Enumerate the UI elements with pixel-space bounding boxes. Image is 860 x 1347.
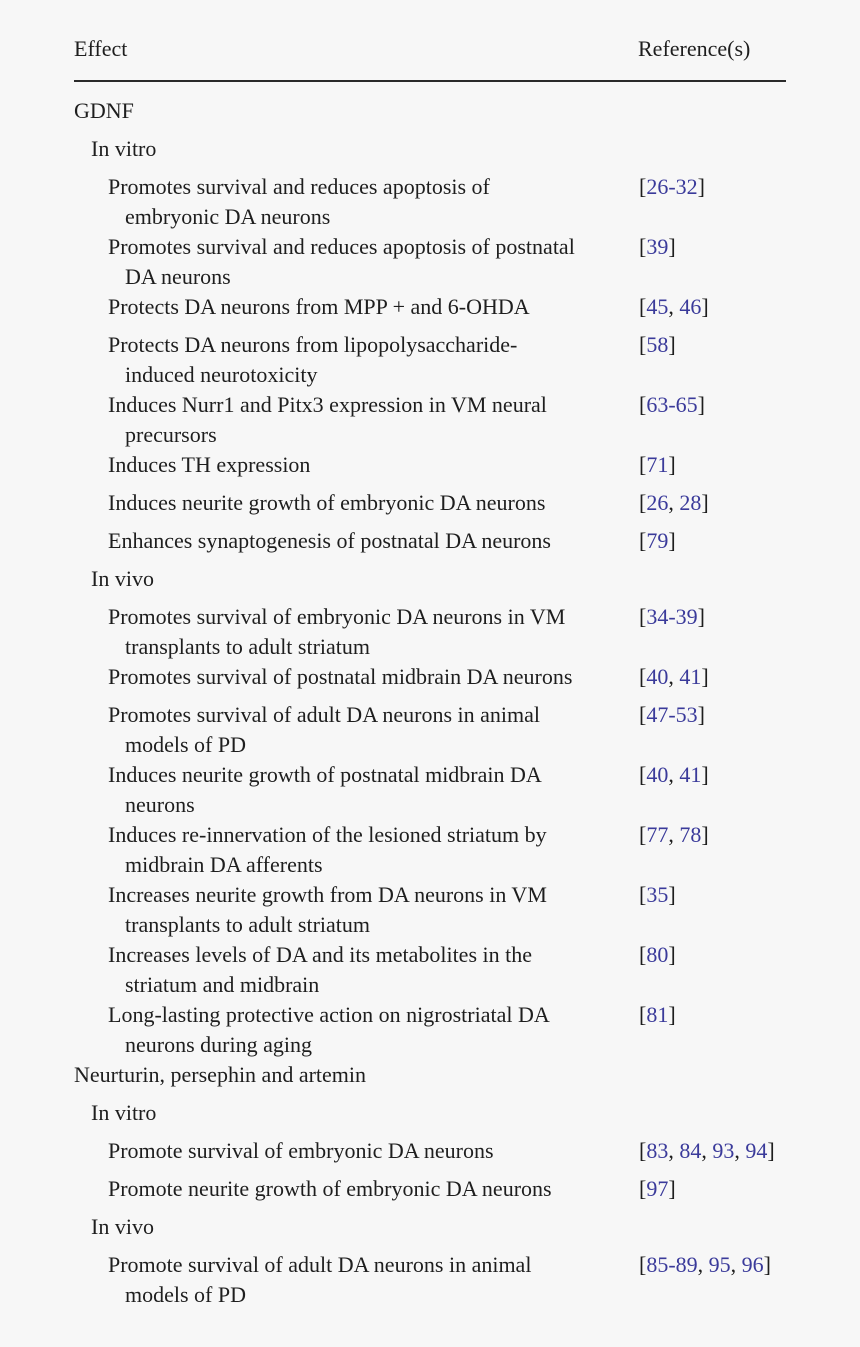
- reference-separator: ,: [730, 1252, 742, 1277]
- effect-text: induced neurotoxicity: [125, 362, 318, 387]
- bracket-open: [: [639, 822, 647, 847]
- reference-link[interactable]: 34-39: [646, 604, 698, 629]
- table-row: [0, 526, 860, 556]
- effect-text: Increases neurite growth from DA neurons in VM: [108, 882, 547, 907]
- subgroup-heading: [0, 564, 860, 594]
- bracket-open: [: [639, 1002, 647, 1027]
- bracket-open: [: [639, 174, 647, 199]
- bracket-close: ]: [697, 604, 705, 629]
- table-row: [0, 602, 860, 662]
- bracket-open: [: [639, 294, 647, 319]
- reference-link[interactable]: 63-65: [646, 392, 698, 417]
- reference-cell: [639, 172, 705, 202]
- references-column-header: Reference(s): [638, 36, 751, 61]
- reference-link[interactable]: 77: [646, 822, 669, 847]
- effect-text: precursors: [125, 422, 217, 447]
- effect-text: transplants to adult striatum: [125, 634, 371, 659]
- reference-link[interactable]: 84: [679, 1138, 702, 1163]
- reference-link[interactable]: 94: [745, 1138, 768, 1163]
- bracket-close: ]: [668, 882, 676, 907]
- table-row: [0, 330, 860, 390]
- bracket-open: [: [639, 604, 647, 629]
- bracket-open: [: [639, 392, 647, 417]
- bracket-close: ]: [701, 294, 709, 319]
- bracket-close: ]: [668, 1002, 676, 1027]
- table-row: [0, 1136, 860, 1166]
- reference-cell: [639, 880, 676, 910]
- effect-text: embryonic DA neurons: [125, 204, 331, 229]
- bracket-open: [: [639, 664, 647, 689]
- bracket-open: [: [639, 942, 647, 967]
- reference-cell: [639, 760, 709, 790]
- reference-separator: ,: [701, 1138, 713, 1163]
- effect-text: midbrain DA afferents: [125, 852, 323, 877]
- effect-text: Induces TH expression: [108, 452, 311, 477]
- reference-link[interactable]: 78: [679, 822, 702, 847]
- bracket-close: ]: [763, 1252, 771, 1277]
- bracket-close: ]: [668, 1176, 676, 1201]
- reference-cell: [639, 232, 676, 262]
- bracket-close: ]: [697, 702, 705, 727]
- heading-text: In vitro: [91, 1100, 157, 1125]
- reference-cell: [639, 820, 709, 850]
- group-heading: [0, 96, 860, 126]
- reference-link[interactable]: 81: [646, 1002, 669, 1027]
- bracket-close: ]: [668, 332, 676, 357]
- reference-cell: [639, 450, 676, 480]
- reference-cell: [639, 1136, 775, 1166]
- reference-link[interactable]: 47-53: [646, 702, 698, 727]
- reference-separator: ,: [668, 1138, 680, 1163]
- reference-cell: [639, 330, 676, 360]
- table-row: [0, 1000, 860, 1060]
- reference-separator: ,: [668, 762, 680, 787]
- bracket-close: ]: [668, 234, 676, 259]
- table-row: [0, 700, 860, 760]
- reference-cell: [639, 488, 709, 518]
- reference-separator: ,: [668, 822, 680, 847]
- bracket-close: ]: [701, 490, 709, 515]
- effect-text: models of PD: [125, 1282, 246, 1307]
- bracket-open: [: [639, 1176, 647, 1201]
- reference-link[interactable]: 40: [646, 762, 669, 787]
- effect-text: Increases levels of DA and its metabolites in the: [108, 942, 532, 967]
- reference-link[interactable]: 96: [741, 1252, 764, 1277]
- bracket-open: [: [639, 702, 647, 727]
- reference-link[interactable]: 95: [708, 1252, 731, 1277]
- reference-link[interactable]: 28: [679, 490, 702, 515]
- reference-link[interactable]: 93: [712, 1138, 735, 1163]
- heading-text: GDNF: [74, 98, 134, 123]
- bracket-close: ]: [668, 942, 676, 967]
- bracket-open: [: [639, 528, 647, 553]
- bracket-close: ]: [697, 174, 705, 199]
- reference-cell: [639, 390, 705, 420]
- table-row: [0, 940, 860, 1000]
- reference-cell: [639, 292, 709, 322]
- reference-separator: ,: [697, 1252, 709, 1277]
- subgroup-heading: [0, 134, 860, 164]
- reference-cell: [639, 1250, 771, 1280]
- reference-link[interactable]: 41: [679, 762, 702, 787]
- effect-text: Induces Nurr1 and Pitx3 expression in VM neural: [108, 392, 547, 417]
- group-heading: [0, 1060, 860, 1090]
- effect-text: Promotes survival of adult DA neurons in animal: [108, 702, 540, 727]
- effect-text: Induces neurite growth of embryonic DA neurons: [108, 490, 546, 515]
- reference-link[interactable]: 58: [646, 332, 669, 357]
- reference-cell: [639, 700, 705, 730]
- reference-cell: [639, 526, 676, 556]
- effect-text: neurons: [125, 792, 195, 817]
- reference-separator: ,: [668, 490, 680, 515]
- bracket-open: [: [639, 1138, 647, 1163]
- effect-text: DA neurons: [125, 264, 231, 289]
- reference-cell: [639, 662, 709, 692]
- table-row: [0, 450, 860, 480]
- effect-text: Induces neurite growth of postnatal midbrain DA: [108, 762, 542, 787]
- heading-text: In vitro: [91, 136, 157, 161]
- reference-separator: ,: [734, 1138, 746, 1163]
- reference-link[interactable]: 41: [679, 664, 702, 689]
- bracket-open: [: [639, 762, 647, 787]
- effect-text: models of PD: [125, 732, 246, 757]
- reference-separator: ,: [668, 294, 680, 319]
- bracket-close: ]: [668, 452, 676, 477]
- reference-cell: [639, 1174, 676, 1204]
- reference-separator: ,: [668, 664, 680, 689]
- reference-link[interactable]: 79: [646, 528, 669, 553]
- table-row: [0, 1250, 860, 1310]
- table-row: [0, 232, 860, 292]
- table-row: [0, 662, 860, 692]
- bracket-close: ]: [701, 762, 709, 787]
- effect-text: Enhances synaptogenesis of postnatal DA neurons: [108, 528, 551, 553]
- table-row: [0, 172, 860, 232]
- bracket-open: [: [639, 490, 647, 515]
- effect-text: Promotes survival of embryonic DA neurons in VM: [108, 604, 566, 629]
- reference-cell: [639, 602, 705, 632]
- reference-link[interactable]: 71: [646, 452, 669, 477]
- reference-link[interactable]: 97: [646, 1176, 669, 1201]
- bracket-close: ]: [668, 528, 676, 553]
- reference-cell: [639, 1000, 676, 1030]
- effect-text: neurons during aging: [125, 1032, 312, 1057]
- subgroup-heading: [0, 1098, 860, 1128]
- reference-link[interactable]: 46: [679, 294, 702, 319]
- reference-link[interactable]: 26-32: [646, 174, 698, 199]
- subgroup-heading: [0, 1212, 860, 1242]
- heading-text: In vivo: [91, 1214, 154, 1239]
- reference-link[interactable]: 26: [646, 490, 669, 515]
- reference-cell: [639, 940, 676, 970]
- effect-text: Promote survival of embryonic DA neurons: [108, 1138, 494, 1163]
- effect-text: Promote neurite growth of embryonic DA neurons: [108, 1176, 552, 1201]
- bracket-close: ]: [701, 822, 709, 847]
- bracket-open: [: [639, 1252, 647, 1277]
- effect-text: Induces re-innervation of the lesioned striatum by: [108, 822, 547, 847]
- table-header: [74, 34, 786, 82]
- heading-text: Neurturin, persephin and artemin: [74, 1062, 367, 1087]
- table-row: [0, 820, 860, 880]
- heading-text: In vivo: [91, 566, 154, 591]
- effect-text: Protects DA neurons from lipopolysaccharide-: [108, 332, 518, 357]
- bracket-open: [: [639, 882, 647, 907]
- effect-column-header: Effect: [74, 36, 128, 61]
- reference-link[interactable]: 39: [646, 234, 669, 259]
- effect-text: Promotes survival and reduces apoptosis of postnatal: [108, 234, 575, 259]
- effect-text: Protects DA neurons from MPP + and 6-OHDA: [108, 294, 530, 319]
- bracket-open: [: [639, 332, 647, 357]
- reference-link[interactable]: 40: [646, 664, 669, 689]
- table-row: [0, 1174, 860, 1204]
- table-row: [0, 390, 860, 450]
- table-row: [0, 880, 860, 940]
- bracket-open: [: [639, 452, 647, 477]
- reference-link[interactable]: 85-89: [646, 1252, 698, 1277]
- table-row: [0, 760, 860, 820]
- reference-link[interactable]: 83: [646, 1138, 669, 1163]
- effect-text: Promote survival of adult DA neurons in animal: [108, 1252, 532, 1277]
- reference-link[interactable]: 35: [646, 882, 669, 907]
- reference-link[interactable]: 80: [646, 942, 669, 967]
- effect-text: Long-lasting protective action on nigrostriatal DA: [108, 1002, 550, 1027]
- bracket-open: [: [639, 234, 647, 259]
- effect-text: striatum and midbrain: [125, 972, 320, 997]
- effect-text: Promotes survival and reduces apoptosis of: [108, 174, 490, 199]
- bracket-close: ]: [697, 392, 705, 417]
- effect-text: transplants to adult striatum: [125, 912, 371, 937]
- effect-text: Promotes survival of postnatal midbrain DA neurons: [108, 664, 573, 689]
- bracket-close: ]: [767, 1138, 775, 1163]
- table-row: [0, 292, 860, 322]
- table-row: [0, 488, 860, 518]
- reference-link[interactable]: 45: [646, 294, 669, 319]
- bracket-close: ]: [701, 664, 709, 689]
